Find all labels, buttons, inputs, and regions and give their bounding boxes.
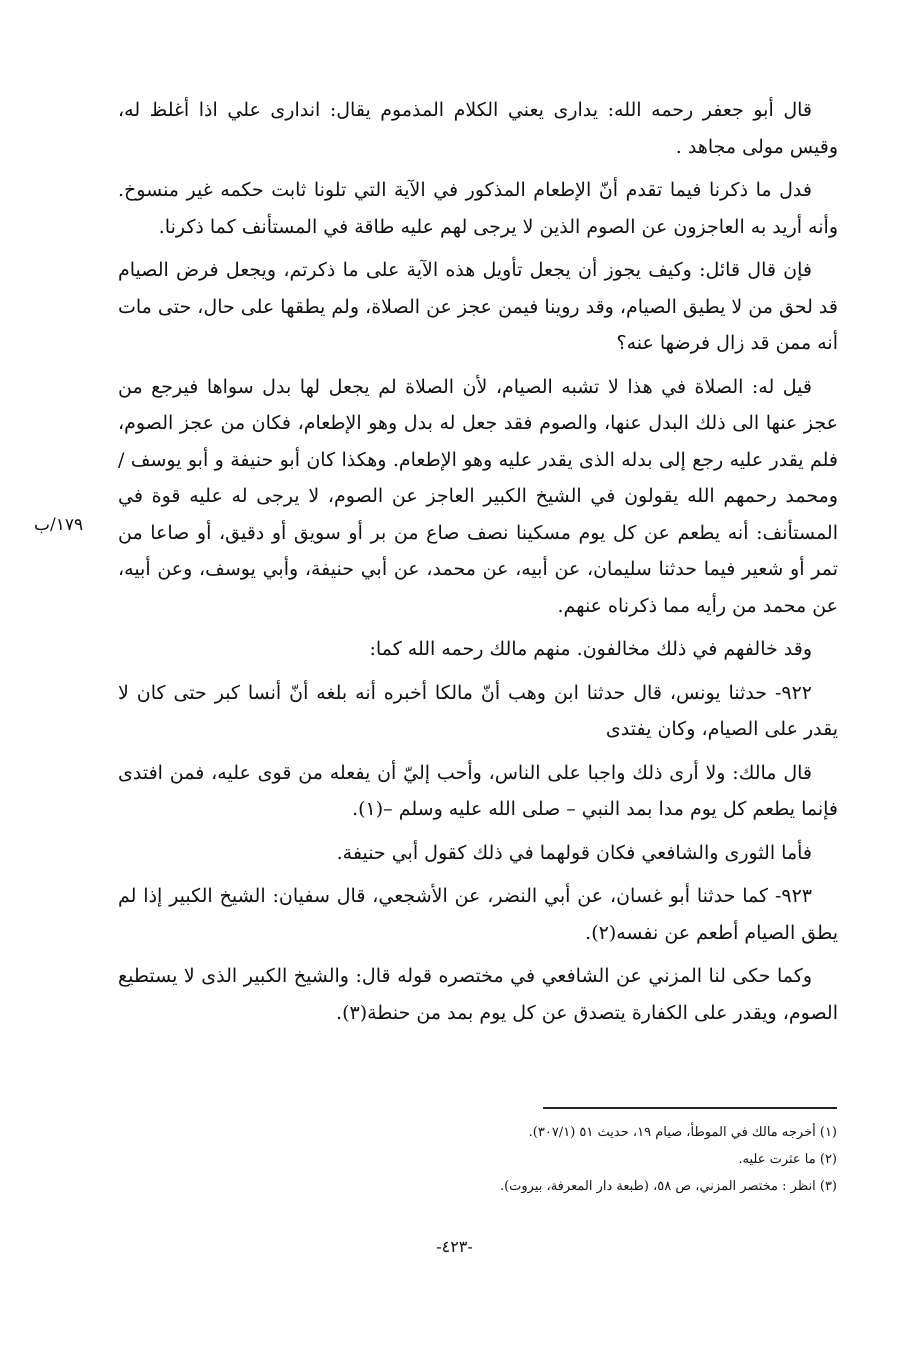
footnote-divider — [543, 1107, 837, 1109]
paragraph: فإن قال قائل: وكيف يجوز أن يجعل تأويل هذه الآية على ما ذكرتم، ويجعل فرض الصيام قد لحق من لا يطيق الصيام، وقد روينا فيمن عجز عن الصلاة، ولم يطقها على حال، حتى مات أنه ممن قد زال فرضها عنه؟ — [118, 259, 838, 354]
paragraph: وقد خالفهم في ذلك مخالفون. منهم مالك رحمه الله كما: — [369, 638, 812, 660]
paragraph: قال أبو جعفر رحمه الله: يدارى يعني الكلام المذموم يقال: اندارى علي اذا أغلظ له، وقيس مولى مجاهد . — [118, 99, 838, 158]
paragraph: ٩٢٢- حدثنا يونس، قال حدثنا ابن وهب أنّ مالكا أخبره أنه بلغه أنّ أنسا كبر حتى كان لا يقدر على الصيام، وكان يفتدى — [118, 681, 838, 740]
paragraph: فدل ما ذكرنا فيما تقدم أنّ الإطعام المذكور في الآية التي تلونا ثابت حكمه غير منسوخ. وأنه أريد به العاجزون عن الصوم الذين لا يرجى لهم عليه طاقة في المستأنف كما ذكرنا. — [118, 179, 838, 238]
footnotes — [300, 1119, 837, 1200]
footnote: (٣) انظر : مختصر المزني، ص ٥٨، (طبعة دار المعرفة، بيروت). — [499, 1179, 837, 1194]
footnote: (٢) ما عثرت عليه. — [738, 1152, 837, 1167]
paragraph: وكما حكى لنا المزني عن الشافعي في مختصره قوله قال: والشيخ الكبير الذى لا يستطيع الصوم، ويقدر على الكفارة يتصدق عن كل يوم بمد من حنطة(٣). — [118, 965, 838, 1024]
paragraph: ٩٢٣- كما حدثنا أبو غسان، عن أبي النضر، عن الأشجعي، قال سفيان: الشيخ الكبير إذا لم يطق الصيام أطعم عن نفسه(٢). — [118, 885, 838, 944]
manuscript-folio-note: ١٧٩/ب — [34, 515, 84, 535]
paragraph: قال مالك: ولا أرى ذلك واجبا على الناس، وأحب إليّ أن يفعله من قوى عليه، فمن افتدى فإنما يطعم كل يوم مدا بمد النبي – صلى الله عليه وسلم –(١). — [118, 761, 838, 820]
page-number: -٤٢٣- — [436, 1237, 473, 1256]
paragraph: فأما الثورى والشافعي فكان قولهما في ذلك كقول أبي حنيفة. — [336, 841, 812, 864]
paragraph: قيل له: الصلاة في هذا لا تشبه الصيام، لأن الصلاة لم يجعل لها بدل سواها فيرجع من عجز عنها الى ذلك البدل عنها، والصوم فقد جعل له بدل وهو الإطعام، فكان من عجز الصوم، فلم يقدر عليه رجع إلى بدله الذى يقدر عليه وهو الإطعام. وهكذا كان أبو حنيفة و أبو يوسف / ومحمد رحمهم الله يقولون في الشيخ الكبير العاجز عن الصوم، لا يرجى له عليه قوة في المستأنف: أنه يطعم عن كل يوم مسكينا نصف صاع من بر أو سويق أو دقيق، أو صاعا من تمر أو شعير فيما حدثنا سليمان، عن أبيه، عن محمد، عن أبي حنيفة، وأبي يوسف، وعن أبيه، عن محمد من رأيه مما ذكرناه عنهم. — [118, 375, 838, 617]
body-text — [118, 92, 838, 1038]
footnote: (١) أخرجه مالك في الموطأ، صيام ١٩، حديث ٥١ (٣٠٧/١). — [528, 1125, 837, 1140]
